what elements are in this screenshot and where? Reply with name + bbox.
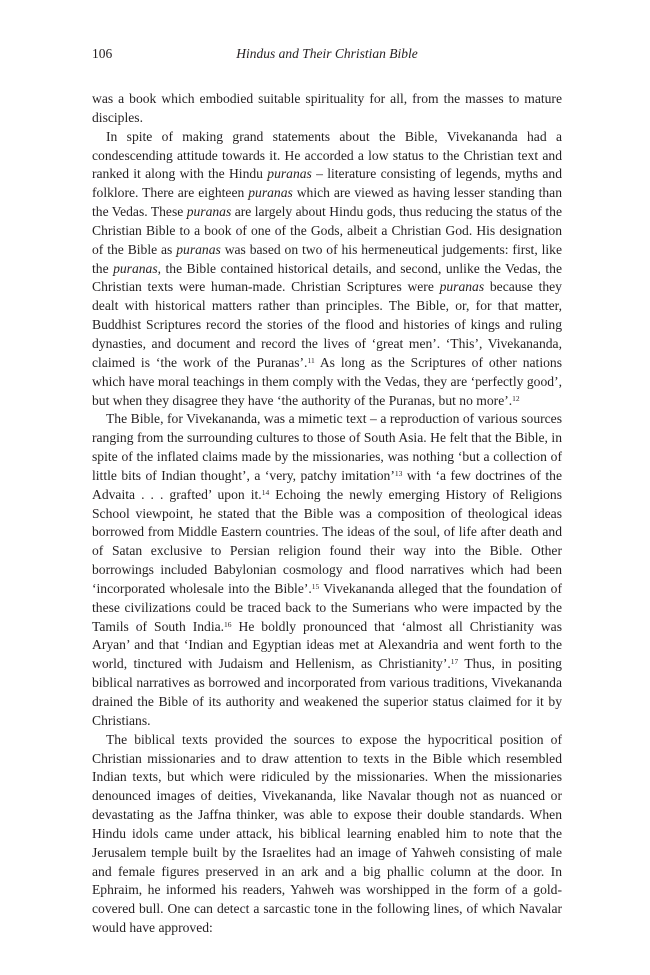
footnote-ref: 17 <box>450 657 459 667</box>
body-paragraph <box>92 90 562 128</box>
text-run: are largely about Hindu gods, thus reducing the status of the Christian Bible to a book of one of the Gods, albeit a Christian God. His designation of the Bible as <box>92 204 562 257</box>
text-run: Echoing the newly emerging History of Religions School viewpoint, he stated that the Bible was a composition of theological ideas borrowed from Middle Eastern countries. The ideas of the soul, of life after death and of Satan exclusive to Persian religion found their way into the Bible. Other borrowings included Babylonian cosmology and flood narratives which had been ‘incorporated wholesale into the Bible’. <box>92 486 563 596</box>
body-text <box>92 90 562 938</box>
italic-term: puranas <box>186 204 232 220</box>
italic-term: puranas <box>176 241 221 257</box>
text-run: with ‘a few doctrines of the Advaita . . . grafted’ upon it. <box>92 467 562 502</box>
text-run: because they dealt with historical matters rather than principles. The Bible, or, for that matter, Buddhist Scriptures record the stories of the flood and histories of kings and ruling dynasties, and document and record the lives of ‘great men’. ‘This’, Vivekananda, claimed is ‘the work of the Puranas’. <box>92 279 562 370</box>
text-run: was a book which embodied suitable spirituality for all, from the masses to mature disciples. <box>92 91 562 125</box>
footnote-ref: 15 <box>311 581 320 591</box>
footnote-ref: 13 <box>394 468 403 478</box>
text-run: Thus, in positing biblical narratives as borrowed and incorporated from various traditions, Vivekananda drained the Bible of its authority and weakened the superior status claimed for it by Christians. <box>92 656 562 728</box>
footnote-ref: 16 <box>224 619 232 629</box>
footnote-ref: 14 <box>261 487 270 497</box>
text-run: was based on two of his hermeneutical judgements: first, like the <box>92 241 562 276</box>
italic-term: puranas <box>113 260 158 276</box>
running-head <box>92 44 562 64</box>
italic-term: puranas <box>439 279 485 295</box>
running-title: Hindus and Their Christian Bible <box>236 46 418 61</box>
italic-term: puranas <box>248 185 293 201</box>
text-run: The biblical texts provided the sources to expose the hypocritical position of Christian missionaries and to draw attention to texts in the Bible which resembled Indian texts, but which were ridiculed by the missionaries. When the missionaries denounced images of deities, Vivekananda, like Navalar though not as nuanced or devastating as the Jaffna thinker, was able to expose their double standards. When Hindu idols came under attack, his biblical learning enabled him to note that the Jerusalem temple built by the Israelites had an image of Yahweh consisting of male and female figures preserved in an ark and a big phallic column at the door. In Ephraim, he informed his readers, Yahweh was worshipped in the form of a gold-covered bull. One can detect a sarcastic tone in the following lines, of which Navalar would have approved: <box>92 731 562 936</box>
italic-term: puranas <box>267 166 312 182</box>
page-number: 106 <box>92 46 113 61</box>
text-run: In spite of making grand statements about the Bible, Vivekananda had a condescending attitude towards it. He accorded a low status to the Christian text and ranked it along with the Hindu <box>92 128 562 182</box>
body-paragraph <box>92 128 562 411</box>
body-paragraph <box>92 410 562 730</box>
text-run: As long as the Scriptures of other nations which have moral teachings in them comply with the Vedas, they are ‘perfectly good’, but when they disagree they have ‘the authority of the Puranas, but no more’. <box>92 354 562 408</box>
text-run: The Bible, for Vivekananda, was a mimetic text – a reproduction of various sources ranging from the surrounding cultures to those of South Asia. He felt that the Bible, in spite of the inflated claims made by the missionaries, was nothing ‘but a collection of little bits of Indian thought’, a ‘very, patchy imitation’ <box>92 411 562 483</box>
text-run: He boldly pronounced that ‘almost all Christianity was Aryan’ and that ‘Indian and Egyptian ideas met at Alexandria and went forth to the world, tinctured with Judaism and Hellenism, as Christianity’. <box>92 618 562 672</box>
text-run: Vivekananda alleged that the foundation of these civilizations could be traced back to the Sumerians who were impacted by the Tamils of South India. <box>92 580 562 634</box>
text-run: , the Bible contained historical details, and second, unlike the Vedas, the Christian texts were human-made. Christian Scriptures were <box>92 260 562 295</box>
footnote-ref: 11 <box>307 355 315 365</box>
body-paragraph <box>92 731 562 938</box>
text-run: which are viewed as having lesser standing than the Vedas. These <box>92 185 562 220</box>
footnote-ref: 12 <box>512 393 520 403</box>
text-run: – literature consisting of legends, myths and folklore. There are eighteen <box>92 166 562 201</box>
